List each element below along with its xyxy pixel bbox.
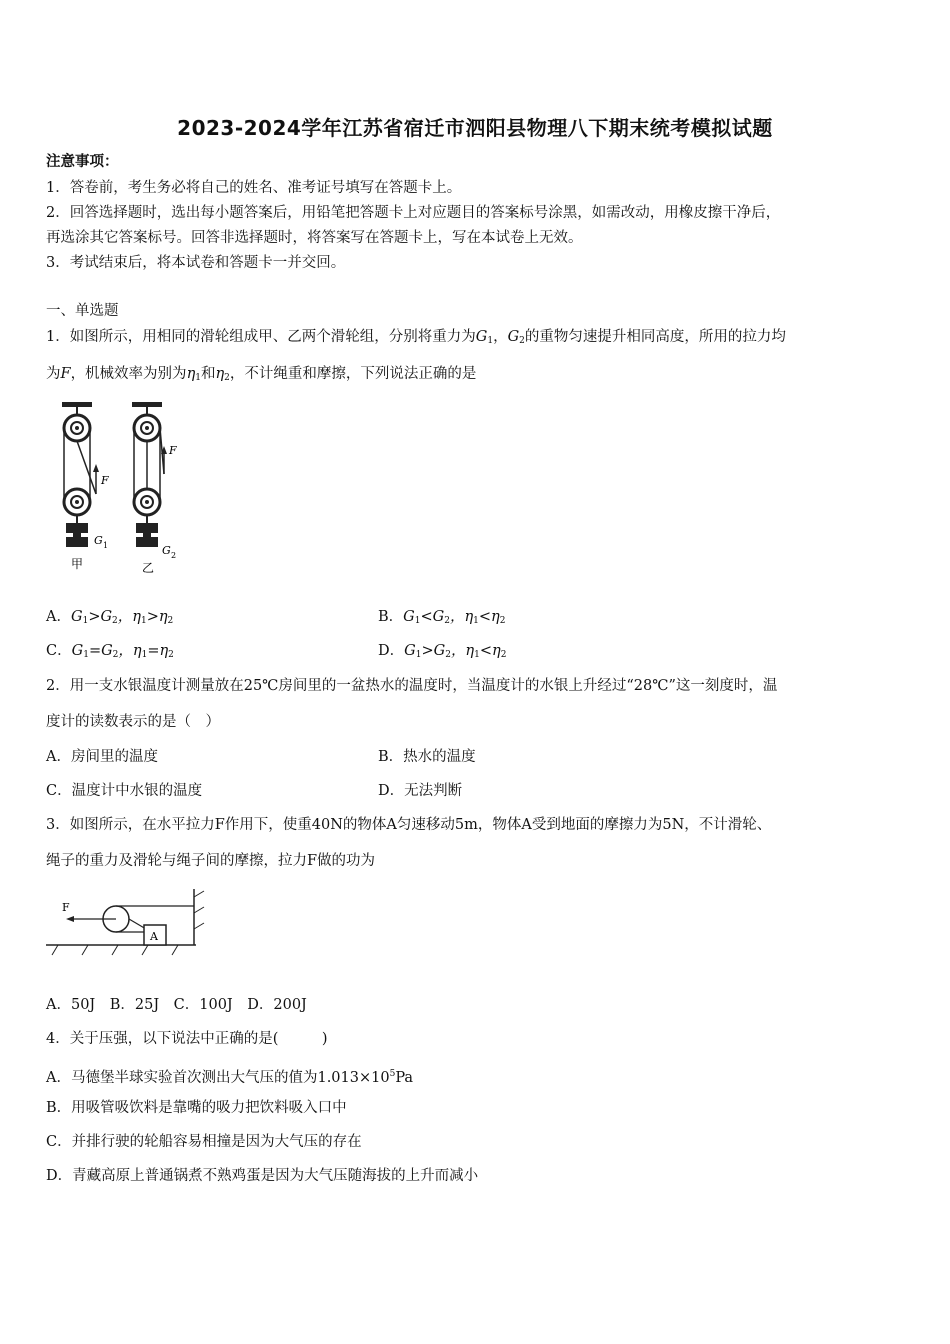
q2-stem-line2: 度计的读数表示的是（ ） bbox=[46, 714, 220, 730]
q2-option-b[interactable]: B．热水的温度 bbox=[378, 749, 476, 765]
q3-stem-line1: 3．如图所示，在水平拉力F作用下，使重40N的物体A匀速移动5m，物体A受到地面的摩擦力为5N，不计滑轮、 bbox=[46, 817, 772, 833]
q4-stem: 4．关于压强，以下说法中正确的是( ) bbox=[46, 1031, 328, 1047]
q1-yi-G-sub: 2 bbox=[171, 551, 177, 560]
notice-item-2: 2．回答选择题时，选出每小题答案后，用铅笔把答题卡上对应题目的答案标号涂黑，如需改动，用橡皮擦干净后， bbox=[46, 205, 781, 221]
page-title: 2023-2024学年江苏省宿迁市泗阳县物理八下期末统考模拟试题 bbox=[177, 116, 773, 140]
q1-option-c[interactable]: C．$G_1=G_2$，$\eta_1=\eta_2$ bbox=[46, 643, 174, 660]
q3-block-A-label: A bbox=[150, 930, 158, 943]
q3-F-label: F bbox=[62, 901, 70, 914]
notice-item-2-cont: 再选涂其它答案标号。回答非选择题时，将答案写在答题卡上，写在本试卷上无效。 bbox=[46, 230, 583, 246]
q2-option-a[interactable]: A．房间里的温度 bbox=[46, 749, 158, 765]
q4-option-d[interactable]: D．青藏高原上普通锅煮不熟鸡蛋是因为大气压随海拔的上升而减小 bbox=[46, 1168, 479, 1184]
q1-stem-line1: 1．如图所示，用相同的滑轮组成甲、乙两个滑轮组，分别将重力为$G_1$，$G_2$的重物匀速提升相同高度，所用的拉力均 bbox=[46, 329, 786, 346]
notice-item-1: 1．答卷前，考生务必将自己的姓名、准考证号填写在答题卡上。 bbox=[46, 180, 462, 196]
q1-yi-G-label: G bbox=[162, 544, 171, 557]
q1-jia-G-sub: 1 bbox=[103, 541, 109, 550]
q1-yi-F-label: F bbox=[169, 444, 177, 457]
q1-yi-label: 乙 bbox=[142, 561, 155, 575]
section-heading: 一、单选题 bbox=[46, 303, 119, 319]
q2-stem-line1: 2．用一支水银温度计测量放在25℃房间里的一盆热水的温度时，当温度计的水银上升经过“28℃”这一刻度时，温 bbox=[46, 678, 778, 694]
q1-pulley-figure bbox=[56, 398, 196, 580]
q2-option-c[interactable]: C．温度计中水银的温度 bbox=[46, 783, 203, 799]
q3-stem-line2: 绳子的重力及滑轮与绳子间的摩擦，拉力F做的功为 bbox=[46, 853, 376, 869]
q1-option-d[interactable]: D．$G_1>G_2$，$\eta_1<\eta_2$ bbox=[378, 643, 507, 660]
q2-option-d[interactable]: D．无法判断 bbox=[378, 783, 463, 799]
q1-jia-F-label: F bbox=[101, 474, 109, 487]
q1-option-a[interactable]: A．$G_1>G_2$，$\eta_1>\eta_2$ bbox=[46, 609, 174, 626]
q1-stem-line2: 为F，机械效率为别为$\eta_1$和$\eta_2$，不计绳重和摩擦，下列说法正确的是 bbox=[46, 366, 477, 383]
q4-option-a[interactable]: A．马德堡半球实验首次测出大气压的值为$1.013\times 10^5Pa$ bbox=[46, 1069, 414, 1086]
q3-pulley-figure bbox=[44, 885, 214, 961]
q1-option-b[interactable]: B．$G_1<G_2$，$\eta_1<\eta_2$ bbox=[378, 609, 506, 626]
notice-heading: 注意事项： bbox=[46, 153, 119, 170]
q4-option-b[interactable]: B．用吸管吸饮料是靠嘴的吸力把饮料吸入口中 bbox=[46, 1100, 347, 1116]
q3-options[interactable]: A．50J B．25J C．100J D．200J bbox=[46, 997, 307, 1013]
q4-option-c[interactable]: C．并排行驶的轮船容易相撞是因为大气压的存在 bbox=[46, 1134, 362, 1150]
q1-jia-G-label: G bbox=[94, 534, 103, 547]
q1-jia-label: 甲 bbox=[71, 557, 84, 571]
notice-item-3: 3．考试结束后，将本试卷和答题卡一并交回。 bbox=[46, 255, 346, 271]
